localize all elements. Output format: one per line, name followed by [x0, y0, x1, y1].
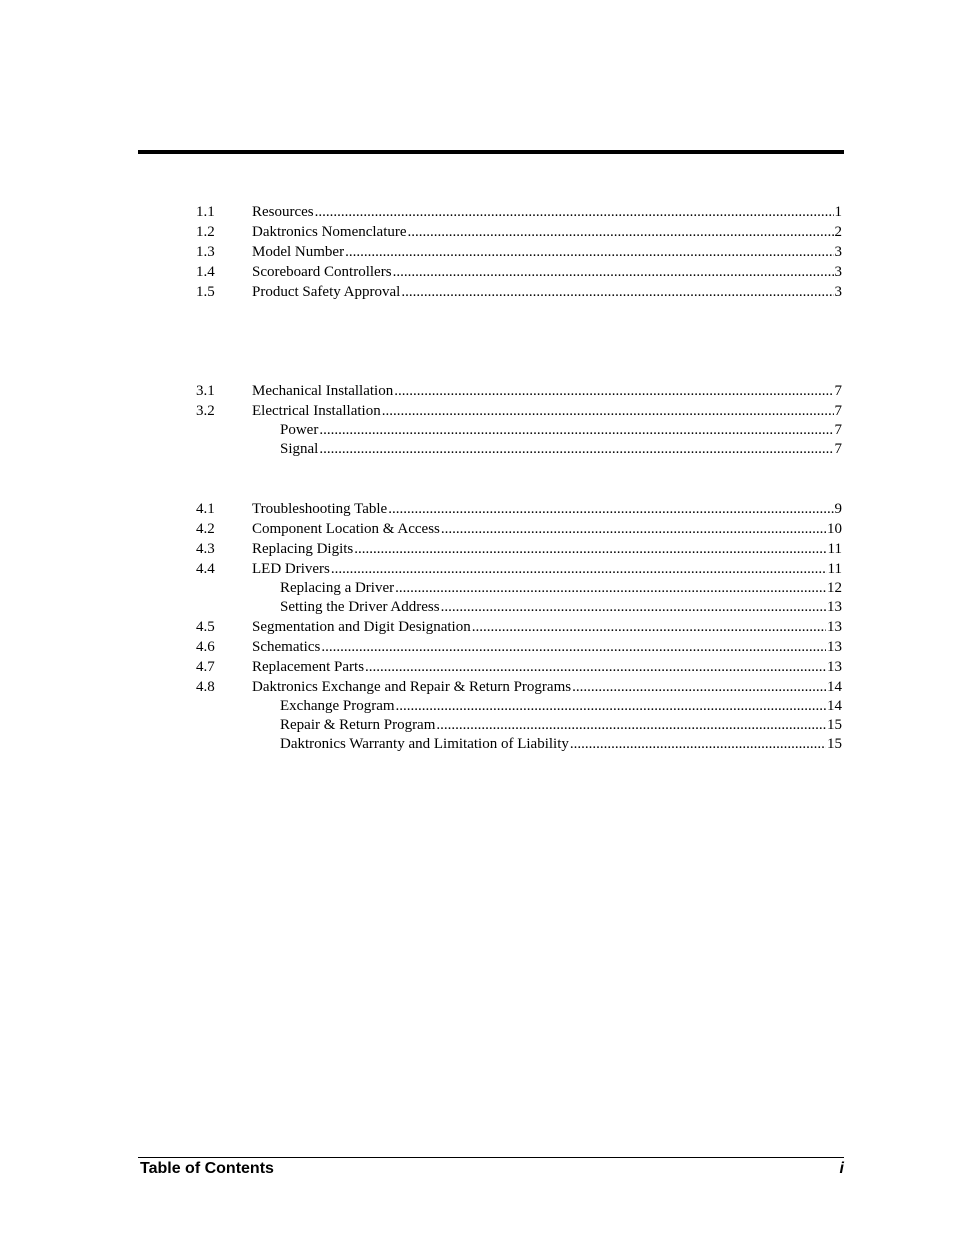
toc-entry-line	[252, 262, 842, 282]
footer-title: Table of Contents	[140, 1160, 274, 1177]
toc-entry-page: 15	[827, 717, 842, 733]
toc-entry-line	[252, 637, 842, 657]
toc-entry-line	[252, 202, 842, 222]
toc-entry-number: 4.4	[196, 561, 215, 577]
toc-entry-title: Scoreboard Controllers	[252, 264, 392, 280]
toc-entry-title: Power	[280, 422, 319, 438]
toc-entry-page: 11	[827, 541, 842, 557]
toc-dot-leader	[354, 539, 826, 559]
toc-entry-number: 1.5	[196, 284, 215, 300]
toc-entry-line	[252, 401, 842, 421]
toc-entry-number: 4.3	[196, 541, 215, 557]
toc-entry-page: 10	[827, 521, 842, 537]
toc-entry-line	[252, 617, 842, 637]
toc-entry-title: Signal	[280, 441, 319, 457]
toc-entry-line	[252, 519, 842, 539]
toc-entry-page: 7	[834, 403, 842, 419]
toc-entry[interactable]	[196, 262, 842, 282]
toc-dot-leader	[441, 598, 826, 617]
toc-entry-page: 14	[827, 698, 842, 714]
toc-entry[interactable]	[196, 282, 842, 302]
toc-dot-leader	[472, 617, 826, 637]
toc-dot-leader	[395, 579, 826, 598]
toc-dot-leader	[315, 202, 834, 222]
toc-entry-page: 7	[834, 383, 842, 399]
toc-entry-page: 13	[827, 599, 842, 615]
toc-entry-number: 1.1	[196, 204, 215, 220]
toc-entry-title: Daktronics Warranty and Limitation of Liability	[280, 736, 569, 752]
toc-dot-leader	[331, 559, 827, 579]
toc-entry-page: 11	[827, 561, 842, 577]
toc-dot-leader	[441, 519, 826, 539]
toc-entry-number: 4.8	[196, 679, 215, 695]
toc-entry[interactable]	[196, 559, 842, 579]
toc-entry-title: Product Safety Approval	[252, 284, 401, 300]
toc-entry[interactable]	[196, 735, 842, 754]
toc-dot-leader	[345, 242, 833, 262]
toc-entry-title: Mechanical Installation	[252, 383, 394, 399]
toc-entry-line	[252, 677, 842, 697]
toc-entry[interactable]	[196, 242, 842, 262]
toc-entry-title: Exchange Program	[280, 698, 395, 714]
toc-entry[interactable]	[196, 499, 842, 519]
toc-entry-page: 9	[834, 501, 842, 517]
toc-entry[interactable]	[196, 202, 842, 222]
toc-entry-line	[280, 697, 842, 716]
toc-entry-line	[252, 222, 842, 242]
toc-entry-number: 1.2	[196, 224, 215, 240]
toc-section-4	[196, 499, 842, 754]
toc-entry-line	[252, 539, 842, 559]
toc-dot-leader	[396, 697, 826, 716]
toc-dot-leader	[408, 222, 834, 242]
toc-entry-title: LED Drivers	[252, 561, 330, 577]
toc-entry[interactable]	[196, 440, 842, 459]
toc-entry-page: 3	[834, 264, 842, 280]
toc-entry-number: 4.5	[196, 619, 215, 635]
toc-entry-line	[280, 735, 842, 754]
toc-entry-title: Repair & Return Program	[280, 717, 436, 733]
toc-dot-leader	[388, 499, 833, 519]
toc-entry-number: 4.1	[196, 501, 215, 517]
toc-entry-title: Troubleshooting Table	[252, 501, 388, 517]
toc-entry-line	[252, 282, 842, 302]
toc-dot-leader	[382, 401, 834, 421]
toc-entry-page: 12	[827, 580, 842, 596]
toc-dot-leader	[570, 735, 826, 754]
header-rule	[138, 150, 844, 154]
toc-dot-leader	[572, 677, 826, 697]
toc-entry-title: Daktronics Exchange and Repair & Return Programs	[252, 679, 572, 695]
toc-section-1	[196, 202, 842, 302]
toc-entry-line	[280, 579, 842, 598]
toc-entry-page: 14	[827, 679, 842, 695]
toc-section-3	[196, 381, 842, 459]
toc-entry-line	[252, 657, 842, 677]
toc-entry-page: 7	[834, 441, 842, 457]
toc-dot-leader	[365, 657, 826, 677]
toc-entry-title: Replacing Digits	[252, 541, 354, 557]
toc-entry[interactable]	[196, 677, 842, 697]
toc-entry-number: 1.3	[196, 244, 215, 260]
toc-entry[interactable]	[196, 421, 842, 440]
toc-entry-number: 1.4	[196, 264, 215, 280]
footer-rule	[138, 1157, 844, 1158]
toc-dot-leader	[436, 716, 826, 735]
toc-entry-page: 7	[834, 422, 842, 438]
toc-entry-page: 15	[827, 736, 842, 752]
toc-entry[interactable]	[196, 637, 842, 657]
toc-entry-title: Resources	[252, 204, 314, 220]
toc-entry[interactable]	[196, 716, 842, 735]
toc-entry-number: 4.6	[196, 639, 215, 655]
toc-entry-number: 3.1	[196, 383, 215, 399]
toc-entry-number: 3.2	[196, 403, 215, 419]
toc-entry-title: Electrical Installation	[252, 403, 381, 419]
toc-dot-leader	[401, 282, 833, 302]
toc-entry[interactable]	[196, 539, 842, 559]
toc-dot-leader	[319, 421, 833, 440]
toc-entry[interactable]	[196, 579, 842, 598]
toc-dot-leader	[393, 262, 834, 282]
toc-entry-line	[252, 559, 842, 579]
toc-entry-page: 13	[827, 619, 842, 635]
toc-dot-leader	[321, 637, 826, 657]
toc-entry[interactable]	[196, 657, 842, 677]
toc-entry[interactable]	[196, 519, 842, 539]
toc-entry-title: Schematics	[252, 639, 321, 655]
toc-entry-page: 13	[827, 639, 842, 655]
toc-entry-number: 4.2	[196, 521, 215, 537]
toc-entry[interactable]	[196, 697, 842, 716]
toc-entry-title: Setting the Driver Address	[280, 599, 440, 615]
toc-entry-title: Replacement Parts	[252, 659, 365, 675]
toc-dot-leader	[394, 381, 833, 401]
toc-entry-page: 3	[834, 244, 842, 260]
toc-entry-page: 13	[827, 659, 842, 675]
toc-entry-line	[252, 499, 842, 519]
toc-entry[interactable]	[196, 617, 842, 637]
toc-entry[interactable]	[196, 598, 842, 617]
toc-dot-leader	[319, 440, 833, 459]
toc-entry-page: 3	[834, 284, 842, 300]
toc-entry-page: 2	[834, 224, 842, 240]
toc-entry-line	[252, 242, 842, 262]
toc-entry-title: Segmentation and Digit Designation	[252, 619, 471, 635]
toc-entry-line	[280, 440, 842, 459]
toc-entry-number: 4.7	[196, 659, 215, 675]
toc-entry[interactable]	[196, 381, 842, 401]
toc-entry-title: Component Location & Access	[252, 521, 440, 537]
toc-entry-title: Daktronics Nomenclature	[252, 224, 407, 240]
toc-entry-line	[280, 421, 842, 440]
toc-entry-title: Model Number	[252, 244, 345, 260]
toc-entry-line	[280, 598, 842, 617]
footer-page-number: i	[839, 1160, 844, 1177]
toc-entry-line	[252, 381, 842, 401]
toc-entry-page: 1	[834, 204, 842, 220]
toc-entry[interactable]	[196, 222, 842, 242]
toc-entry-title: Replacing a Driver	[280, 580, 395, 596]
toc-entry[interactable]	[196, 401, 842, 421]
toc-entry-line	[280, 716, 842, 735]
